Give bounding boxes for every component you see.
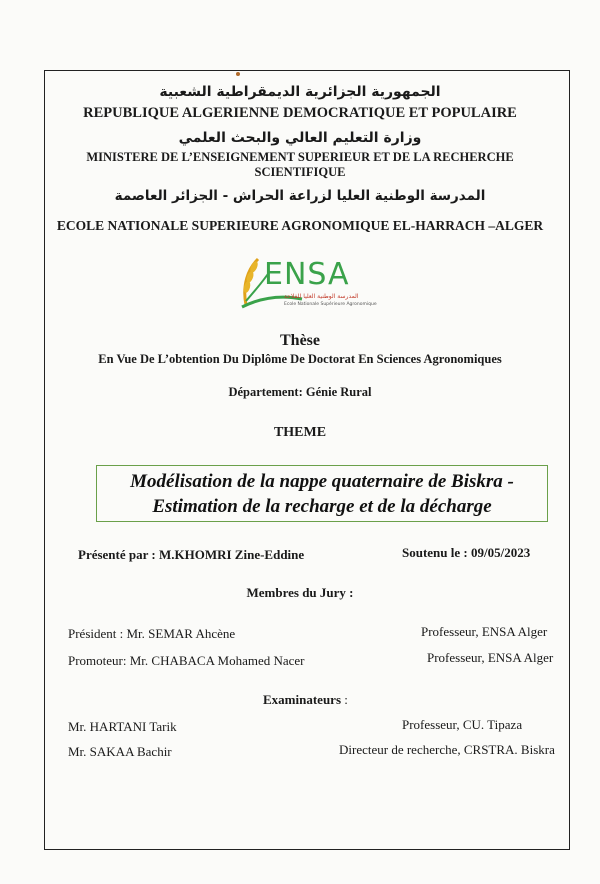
examiners-colon: : — [344, 692, 348, 707]
examiner1-title: Professeur, CU. Tipaza — [402, 717, 523, 732]
theme-label: THEME — [273, 425, 327, 440]
theme-line2: Estimation de la recharge et de la décharge — [152, 496, 492, 517]
school-arabic: المدرسة الوطنية العليا لزراعة الحراش - الجزائر العاصمة — [114, 188, 486, 204]
thesis-subtitle: En Vue De L’obtention Du Diplôme De Doctorat En Sciences Agronomiques — [98, 352, 502, 366]
examiner2-title: Directeur de recherche, CRSTRA. Biskra — [339, 742, 555, 757]
republic-arabic: الجمهورية الجزائرية الديمقراطية الشعبية — [159, 84, 441, 100]
theme-line1: Modélisation de la nappe quaternaire de Biskra - — [130, 471, 514, 492]
ministry-french-line2: SCIENTIFIQUE — [254, 165, 346, 179]
examiner1-name: Mr. HARTANI Tarik — [68, 719, 177, 734]
theme-box — [96, 465, 548, 522]
department: Département: Génie Rural — [228, 385, 372, 399]
school-french: ECOLE NATIONALE SUPERIEURE AGRONOMIQUE EL-HARRACH –ALGER — [56, 218, 544, 233]
republic-french: REPUBLIQUE ALGERIENNE DEMOCRATIQUE ET POPULAIRE — [83, 105, 517, 121]
president-title: Professeur, ENSA Alger — [421, 624, 548, 639]
examiner2-name: Mr. SAKAA Bachir — [68, 744, 172, 759]
ink-dot — [236, 72, 240, 76]
examiners-heading — [263, 692, 348, 708]
logo-caption-arabic: المدرسة الوطنية العليا للفلاحة — [284, 293, 359, 300]
president-name: Président : Mr. SEMAR Ahcène — [68, 626, 236, 641]
ensa-logo — [232, 255, 377, 315]
presented-by: Présenté par : M.KHOMRI Zine-Eddine — [78, 547, 305, 562]
promoter-title: Professeur, ENSA Alger — [427, 650, 554, 665]
jury-label: Membres du Jury : — [246, 585, 354, 600]
logo-text: ENSA — [264, 257, 350, 292]
ministry-french-line1: MINISTERE DE L’ENSEIGNEMENT SUPERIEUR ET DE LA RECHERCHE — [86, 150, 514, 164]
defended-on: Soutenu le : 09/05/2023 — [402, 545, 531, 560]
ministry-arabic: وزارة التعليم العالي والبحث العلمي — [178, 130, 422, 146]
examiners-label: Examinateurs — [263, 692, 341, 707]
promoter-name: Promoteur: Mr. CHABACA Mohamed Nacer — [68, 653, 305, 668]
thesis-title: Thèse — [280, 332, 320, 349]
logo-caption-french: Ecole Nationale Supérieure Agronomique — [284, 302, 377, 307]
